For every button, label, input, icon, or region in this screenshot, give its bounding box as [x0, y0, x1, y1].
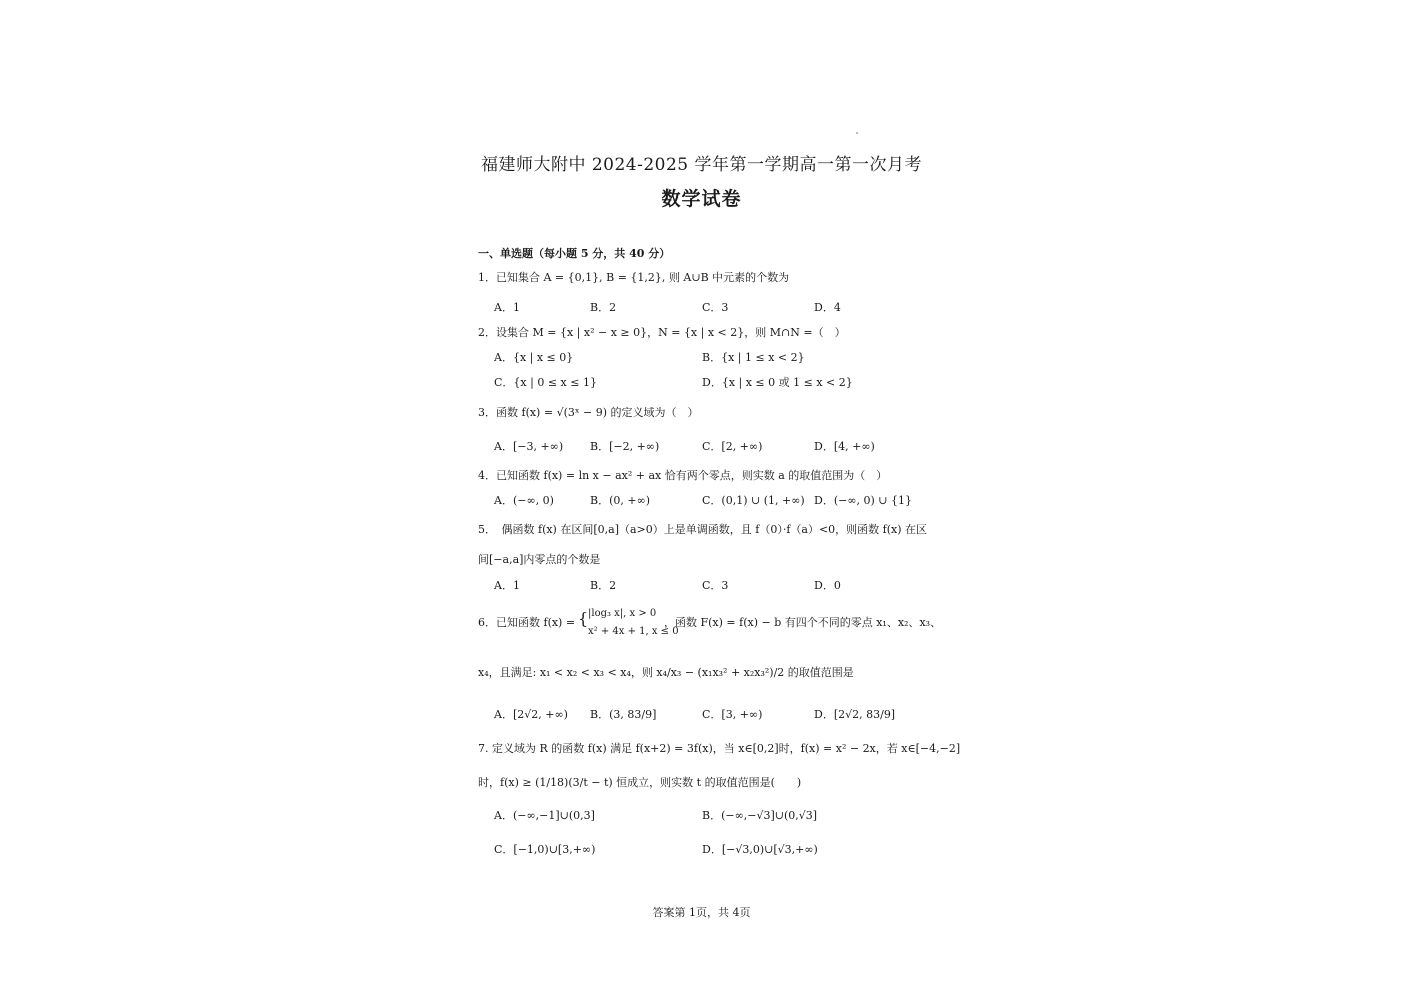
question-6-stem-prefix: 6．已知函数 f(x) = [478, 616, 576, 629]
question-6-stem-line2: x₄，且满足: x₁ < x₂ < x₃ < x₄，则 x₄/x₃ − (x₁x₃² + x₂x₃²)/2 的取值范围是 [478, 666, 854, 679]
question-2-option-d: D．{x | x ≤ 0 或 1 ≤ x < 2} [702, 376, 853, 389]
question-5-stem-line1: 5． 偶函数 f(x) 在区间[0,a]（a>0）上是单调函数，且 f（0）·f（a）<0，则函数 f(x) 在区 [478, 523, 928, 536]
question-1-option-c: C．3 [702, 301, 729, 314]
section-heading: 一、单选题（每小题 5 分，共 40 分） [478, 247, 671, 260]
question-1-stem: 1．已知集合 A = {0,1}, B = {1,2}, 则 A∪B 中元素的个数为 [478, 271, 790, 284]
question-1-option-b: B．2 [590, 301, 617, 314]
question-7-option-b: B．(−∞,−√3]∪(0,√3] [702, 809, 818, 822]
question-5-option-c: C．3 [702, 579, 729, 592]
question-5-stem-line2: 间[−a,a]内零点的个数是 [478, 553, 601, 566]
question-4-option-c: C．(0,1) ∪ (1, +∞) [702, 494, 805, 507]
question-6-stem-suffix: ，函数 F(x) = f(x) − b 有四个不同的零点 x₁、x₂、x₃、 [664, 616, 942, 629]
question-3-option-c: C．[2, +∞) [702, 440, 763, 453]
question-5-option-b: B．2 [590, 579, 617, 592]
question-3-stem: 3．函数 f(x) = √(3ˣ − 9) 的定义域为（ ） [478, 406, 699, 419]
scan-speck [856, 132, 858, 134]
question-3-option-b: B．[−2, +∞) [590, 440, 660, 453]
question-6-case-1: |log₃ x|, x > 0 [588, 608, 657, 619]
question-3-option-d: D．[4, +∞) [814, 440, 875, 453]
question-6-case-2: x² + 4x + 1, x ≤ 0 [588, 626, 679, 637]
question-7-option-d: D．[−√3,0)∪[√3,+∞) [702, 843, 818, 856]
question-6-option-c: C．[3, +∞) [702, 708, 763, 721]
question-2-option-b: B．{x | 1 ≤ x < 2} [702, 351, 805, 364]
question-4-option-b: B．(0, +∞) [590, 494, 651, 507]
question-2-option-c: C．{x | 0 ≤ x ≤ 1} [494, 376, 597, 389]
question-1-option-a: A．1 [494, 301, 520, 314]
question-4-stem: 4．已知函数 f(x) = ln x − ax² + ax 恰有两个零点，则实数 a 的取值范围为（ ） [478, 469, 888, 482]
question-4-option-a: A．(−∞, 0) [494, 494, 554, 507]
exam-title: 福建师大附中 2024-2025 学年第一学期高一第一次月考 [480, 155, 923, 175]
question-3-option-a: A．[−3, +∞) [494, 440, 564, 453]
piecewise-brace: { [578, 609, 589, 628]
question-7-option-c: C．[−1,0)∪[3,+∞) [494, 843, 596, 856]
question-5-option-a: A．1 [494, 579, 520, 592]
question-1-option-d: D．4 [814, 301, 841, 314]
question-2-stem: 2．设集合 M = {x | x² − x ≥ 0}，N = {x | x < 2}，则 M∩N =（ ） [478, 326, 846, 339]
question-7-stem-line2: 时，f(x) ≥ (1/18)(3/t − t) 恒成立，则实数 t 的取值范围是( ) [478, 776, 802, 789]
question-2-option-a: A．{x | x ≤ 0} [494, 351, 574, 364]
question-6-option-d: D．[2√2, 83/9] [814, 708, 896, 721]
page-footer: 答案第 1页，共 4页 [652, 906, 751, 919]
question-7-option-a: A．(−∞,−1]∪(0,3] [494, 809, 595, 822]
question-4-option-d: D．(−∞, 0) ∪ {1} [814, 494, 912, 507]
question-6-option-b: B．(3, 83/9] [590, 708, 657, 721]
exam-subtitle: 数学试卷 [661, 188, 742, 210]
question-5-option-d: D．0 [814, 579, 841, 592]
question-7-stem-line1: 7. 定义域为 R 的函数 f(x) 满足 f(x+2) = 3f(x)，当 x∈[0,2]时，f(x) = x² − 2x，若 x∈[−4,−2] [478, 742, 961, 755]
question-6-option-a: A．[2√2, +∞) [494, 708, 568, 721]
